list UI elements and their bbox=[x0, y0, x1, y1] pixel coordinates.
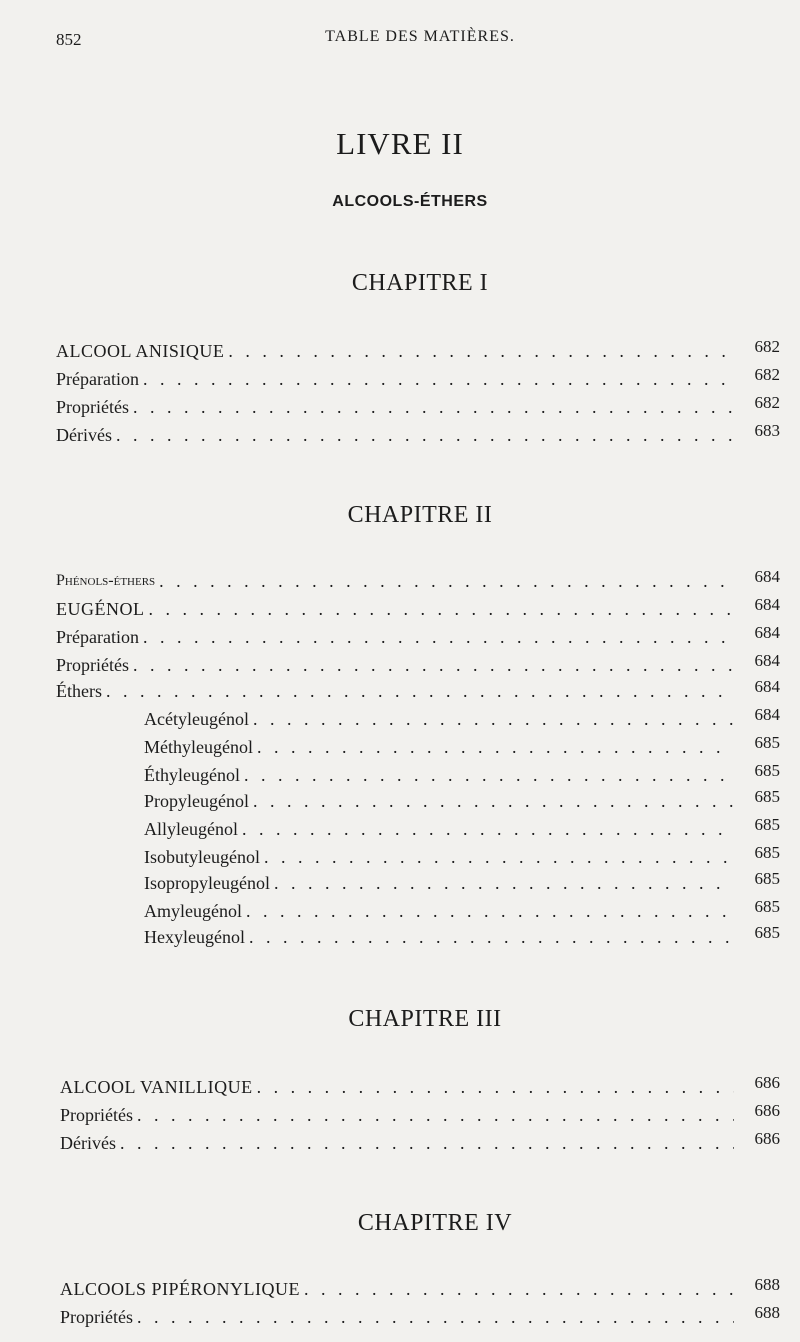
toc-entry-page: 685 bbox=[754, 869, 780, 888]
dot-leader bbox=[106, 680, 734, 702]
dot-leader bbox=[159, 570, 734, 592]
dot-leader bbox=[264, 846, 734, 868]
toc-entry bbox=[56, 392, 780, 418]
toc-entry-title: ALCOOLS PIPÉRONYLIQUE bbox=[60, 1279, 300, 1299]
toc-entry bbox=[60, 1274, 780, 1300]
toc-entry bbox=[56, 594, 780, 620]
dot-leader bbox=[137, 1306, 734, 1328]
toc-subentry bbox=[144, 732, 780, 758]
toc-entry-title: Phénols-éthers bbox=[56, 572, 156, 589]
toc-entry bbox=[56, 622, 780, 648]
toc-entry-page: 684 bbox=[754, 677, 780, 696]
toc-entry-title: Hexyleugénol bbox=[144, 927, 245, 947]
dot-leader bbox=[244, 764, 734, 786]
toc-entry bbox=[56, 364, 780, 390]
livre-title: LIVRE II bbox=[336, 126, 464, 161]
toc-entry bbox=[56, 566, 780, 592]
running-header bbox=[0, 26, 800, 50]
dot-leader bbox=[143, 368, 734, 390]
dot-leader bbox=[253, 790, 734, 812]
toc-entry-page: 682 bbox=[754, 393, 780, 412]
toc-subentry bbox=[144, 704, 780, 730]
dot-leader bbox=[133, 654, 734, 676]
toc-subentry bbox=[144, 814, 780, 840]
dot-leader bbox=[253, 708, 734, 730]
toc-entry-page: 685 bbox=[754, 897, 780, 916]
dot-leader bbox=[137, 1104, 734, 1126]
toc-entry bbox=[56, 650, 780, 676]
toc-entry-title: ALCOOL VANILLIQUE bbox=[60, 1077, 253, 1097]
dot-leader bbox=[133, 396, 734, 418]
dot-leader bbox=[274, 872, 734, 894]
toc-entry bbox=[60, 1072, 780, 1098]
toc-entry-title: Amyleugénol bbox=[144, 901, 242, 921]
toc-entry-title: Acétyleugénol bbox=[144, 709, 249, 729]
toc-entry-title: EUGÉNOL bbox=[56, 599, 145, 619]
toc-entry-title: Préparation bbox=[56, 369, 139, 389]
toc-subentry bbox=[144, 868, 780, 894]
toc-entry-page: 685 bbox=[754, 843, 780, 862]
toc-entry-page: 686 bbox=[754, 1073, 780, 1092]
dot-leader bbox=[120, 1132, 734, 1154]
toc-entry-page: 684 bbox=[754, 623, 780, 642]
toc-subentry bbox=[144, 760, 780, 786]
toc-entry-title: Préparation bbox=[56, 627, 139, 647]
toc-entry-page: 682 bbox=[754, 365, 780, 384]
toc-entry-page: 684 bbox=[754, 595, 780, 614]
toc-entry-page: 684 bbox=[754, 567, 780, 586]
dot-leader bbox=[242, 818, 734, 840]
toc-entry-page: 686 bbox=[754, 1101, 780, 1120]
dot-leader bbox=[228, 340, 734, 362]
toc-entry-page: 688 bbox=[754, 1275, 780, 1294]
toc-entry-title: Éthers bbox=[56, 681, 102, 701]
toc-entry-page: 684 bbox=[754, 705, 780, 724]
dot-leader bbox=[257, 1076, 734, 1098]
toc-entry-page: 682 bbox=[754, 337, 780, 356]
dot-leader bbox=[249, 926, 734, 948]
toc-entry-title: Allyleugénol bbox=[144, 819, 238, 839]
toc-subentry bbox=[144, 896, 780, 922]
livre-subtitle: ALCOOLS-ÉTHERS bbox=[332, 193, 488, 210]
running-title: TABLE DES MATIÈRES. bbox=[325, 28, 515, 45]
toc-entry-title: Propriétés bbox=[60, 1307, 133, 1327]
toc-entry-page: 685 bbox=[754, 923, 780, 942]
toc-subentry bbox=[144, 842, 780, 868]
chapter-title: CHAPITRE II bbox=[347, 502, 493, 528]
toc-entry bbox=[60, 1100, 780, 1126]
toc-entry-title: Méthyleugénol bbox=[144, 737, 253, 757]
toc-entry-title: Propriétés bbox=[56, 397, 129, 417]
toc-entry bbox=[56, 336, 780, 362]
toc-entry-title: Propyleugénol bbox=[144, 791, 249, 811]
toc-entry-page: 685 bbox=[754, 815, 780, 834]
dot-leader bbox=[246, 900, 734, 922]
toc-entry-title: Dérivés bbox=[60, 1133, 116, 1153]
toc-entry-page: 684 bbox=[754, 651, 780, 670]
toc-entry-title: Isopropyleugénol bbox=[144, 873, 270, 893]
chapter-title: CHAPITRE I bbox=[351, 270, 489, 296]
toc-entry bbox=[60, 1302, 780, 1328]
toc-entry bbox=[60, 1128, 780, 1154]
toc-entry-page: 685 bbox=[754, 761, 780, 780]
chapter-title: CHAPITRE IV bbox=[357, 1210, 513, 1236]
toc-entry-title: Propriétés bbox=[60, 1105, 133, 1125]
toc-subentry bbox=[144, 786, 780, 812]
toc-entry-page: 683 bbox=[754, 421, 780, 440]
toc-entry-page: 685 bbox=[754, 787, 780, 806]
dot-leader bbox=[304, 1278, 734, 1300]
dot-leader bbox=[116, 424, 734, 446]
chapter-title: CHAPITRE III bbox=[348, 1006, 502, 1032]
page-number: 852 bbox=[56, 30, 82, 49]
toc-entry-title: Éthyleugénol bbox=[144, 765, 240, 785]
toc-entry-title: Propriétés bbox=[56, 655, 129, 675]
toc-entry-title: ALCOOL ANISIQUE bbox=[56, 341, 225, 361]
dot-leader bbox=[257, 736, 734, 758]
dot-leader bbox=[148, 598, 734, 620]
toc-entry-page: 688 bbox=[754, 1303, 780, 1322]
toc-entry-title: Dérivés bbox=[56, 425, 112, 445]
toc-entry-page: 686 bbox=[754, 1129, 780, 1148]
toc-entry bbox=[56, 676, 780, 702]
toc-subentry bbox=[144, 922, 780, 948]
toc-entry-title: Isobutyleugénol bbox=[144, 847, 260, 867]
toc-entry bbox=[56, 420, 780, 446]
toc-entry-page: 685 bbox=[754, 733, 780, 752]
dot-leader bbox=[143, 626, 734, 648]
